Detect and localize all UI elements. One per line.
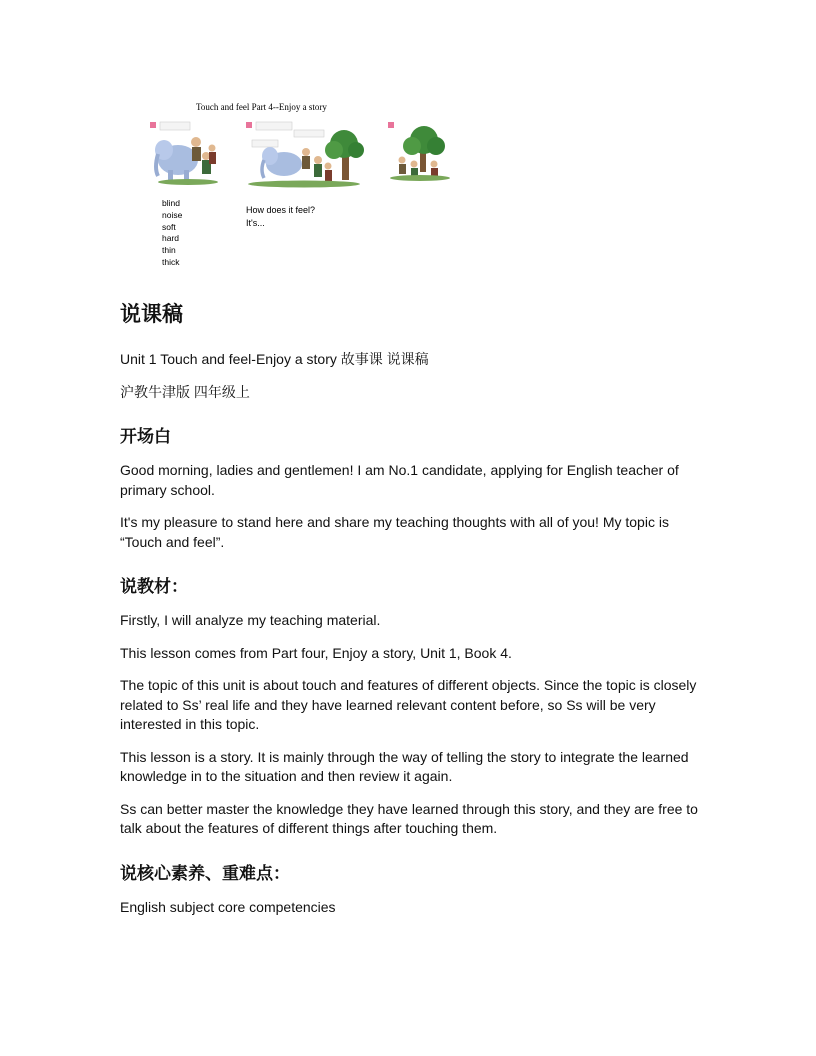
paragraph: Ss can better master the knowledge they have learned through this story, and they are free to talk about the features of different things after touching them. <box>120 800 698 836</box>
vocabulary-word: soft <box>162 221 176 232</box>
document-body <box>120 298 700 930</box>
paragraph: It's my pleasure to stand here and share my teaching thoughts with all of you! My topic is “Touch and feel”. <box>120 514 669 550</box>
elephant-scene-illustration <box>148 120 220 186</box>
vocabulary-word: hard <box>162 233 180 244</box>
document-subtitle: Unit 1 Touch and feel-Enjoy a story 故事课 说课稿 <box>120 351 429 367</box>
vocabulary-word: thin <box>162 245 176 256</box>
vocabulary-word: noise <box>162 209 183 220</box>
document-title: 说课稿 <box>120 302 183 326</box>
tree-scene-illustration <box>244 120 366 188</box>
section-heading-material: 说教材： <box>120 577 188 597</box>
prompt-question: How does it feel? <box>246 205 316 215</box>
section-heading-opening: 开场白 <box>120 427 171 447</box>
paragraph: This lesson comes from Part four, Enjoy a story, Unit 1, Book 4. <box>120 644 512 661</box>
slide-thumbnail <box>140 96 460 271</box>
vocabulary-word: thick <box>162 256 180 267</box>
paragraph: This lesson is a story. It is mainly through the way of telling the story to integrate the learned knowledge in to the situation and then review it again. <box>120 748 689 784</box>
paragraph: English subject core competencies <box>120 898 336 915</box>
small-tree-illustration <box>386 120 452 182</box>
paragraph: Firstly, I will analyze my teaching material. <box>120 612 381 628</box>
vocabulary-list <box>162 198 182 269</box>
question-prompt <box>246 204 315 229</box>
vocabulary-word: blind <box>162 198 180 208</box>
prompt-answer: It's... <box>246 217 265 228</box>
section-heading-competencies: 说核心素养、重难点： <box>120 863 290 884</box>
slide-title: Touch and feel Part 4--Enjoy a story <box>196 102 327 112</box>
paragraph: Good morning, ladies and gentlemen! I am No.1 candidate, applying for English teacher of primary school. <box>120 462 679 498</box>
edition-line: 沪教牛津版 四年级上 <box>120 383 250 400</box>
paragraph: The topic of this unit is about touch and features of different objects. Since the topic is closely related to Ss’ real life and they have learned relevant content before, so Ss will be very interested in this topic. <box>120 677 697 732</box>
